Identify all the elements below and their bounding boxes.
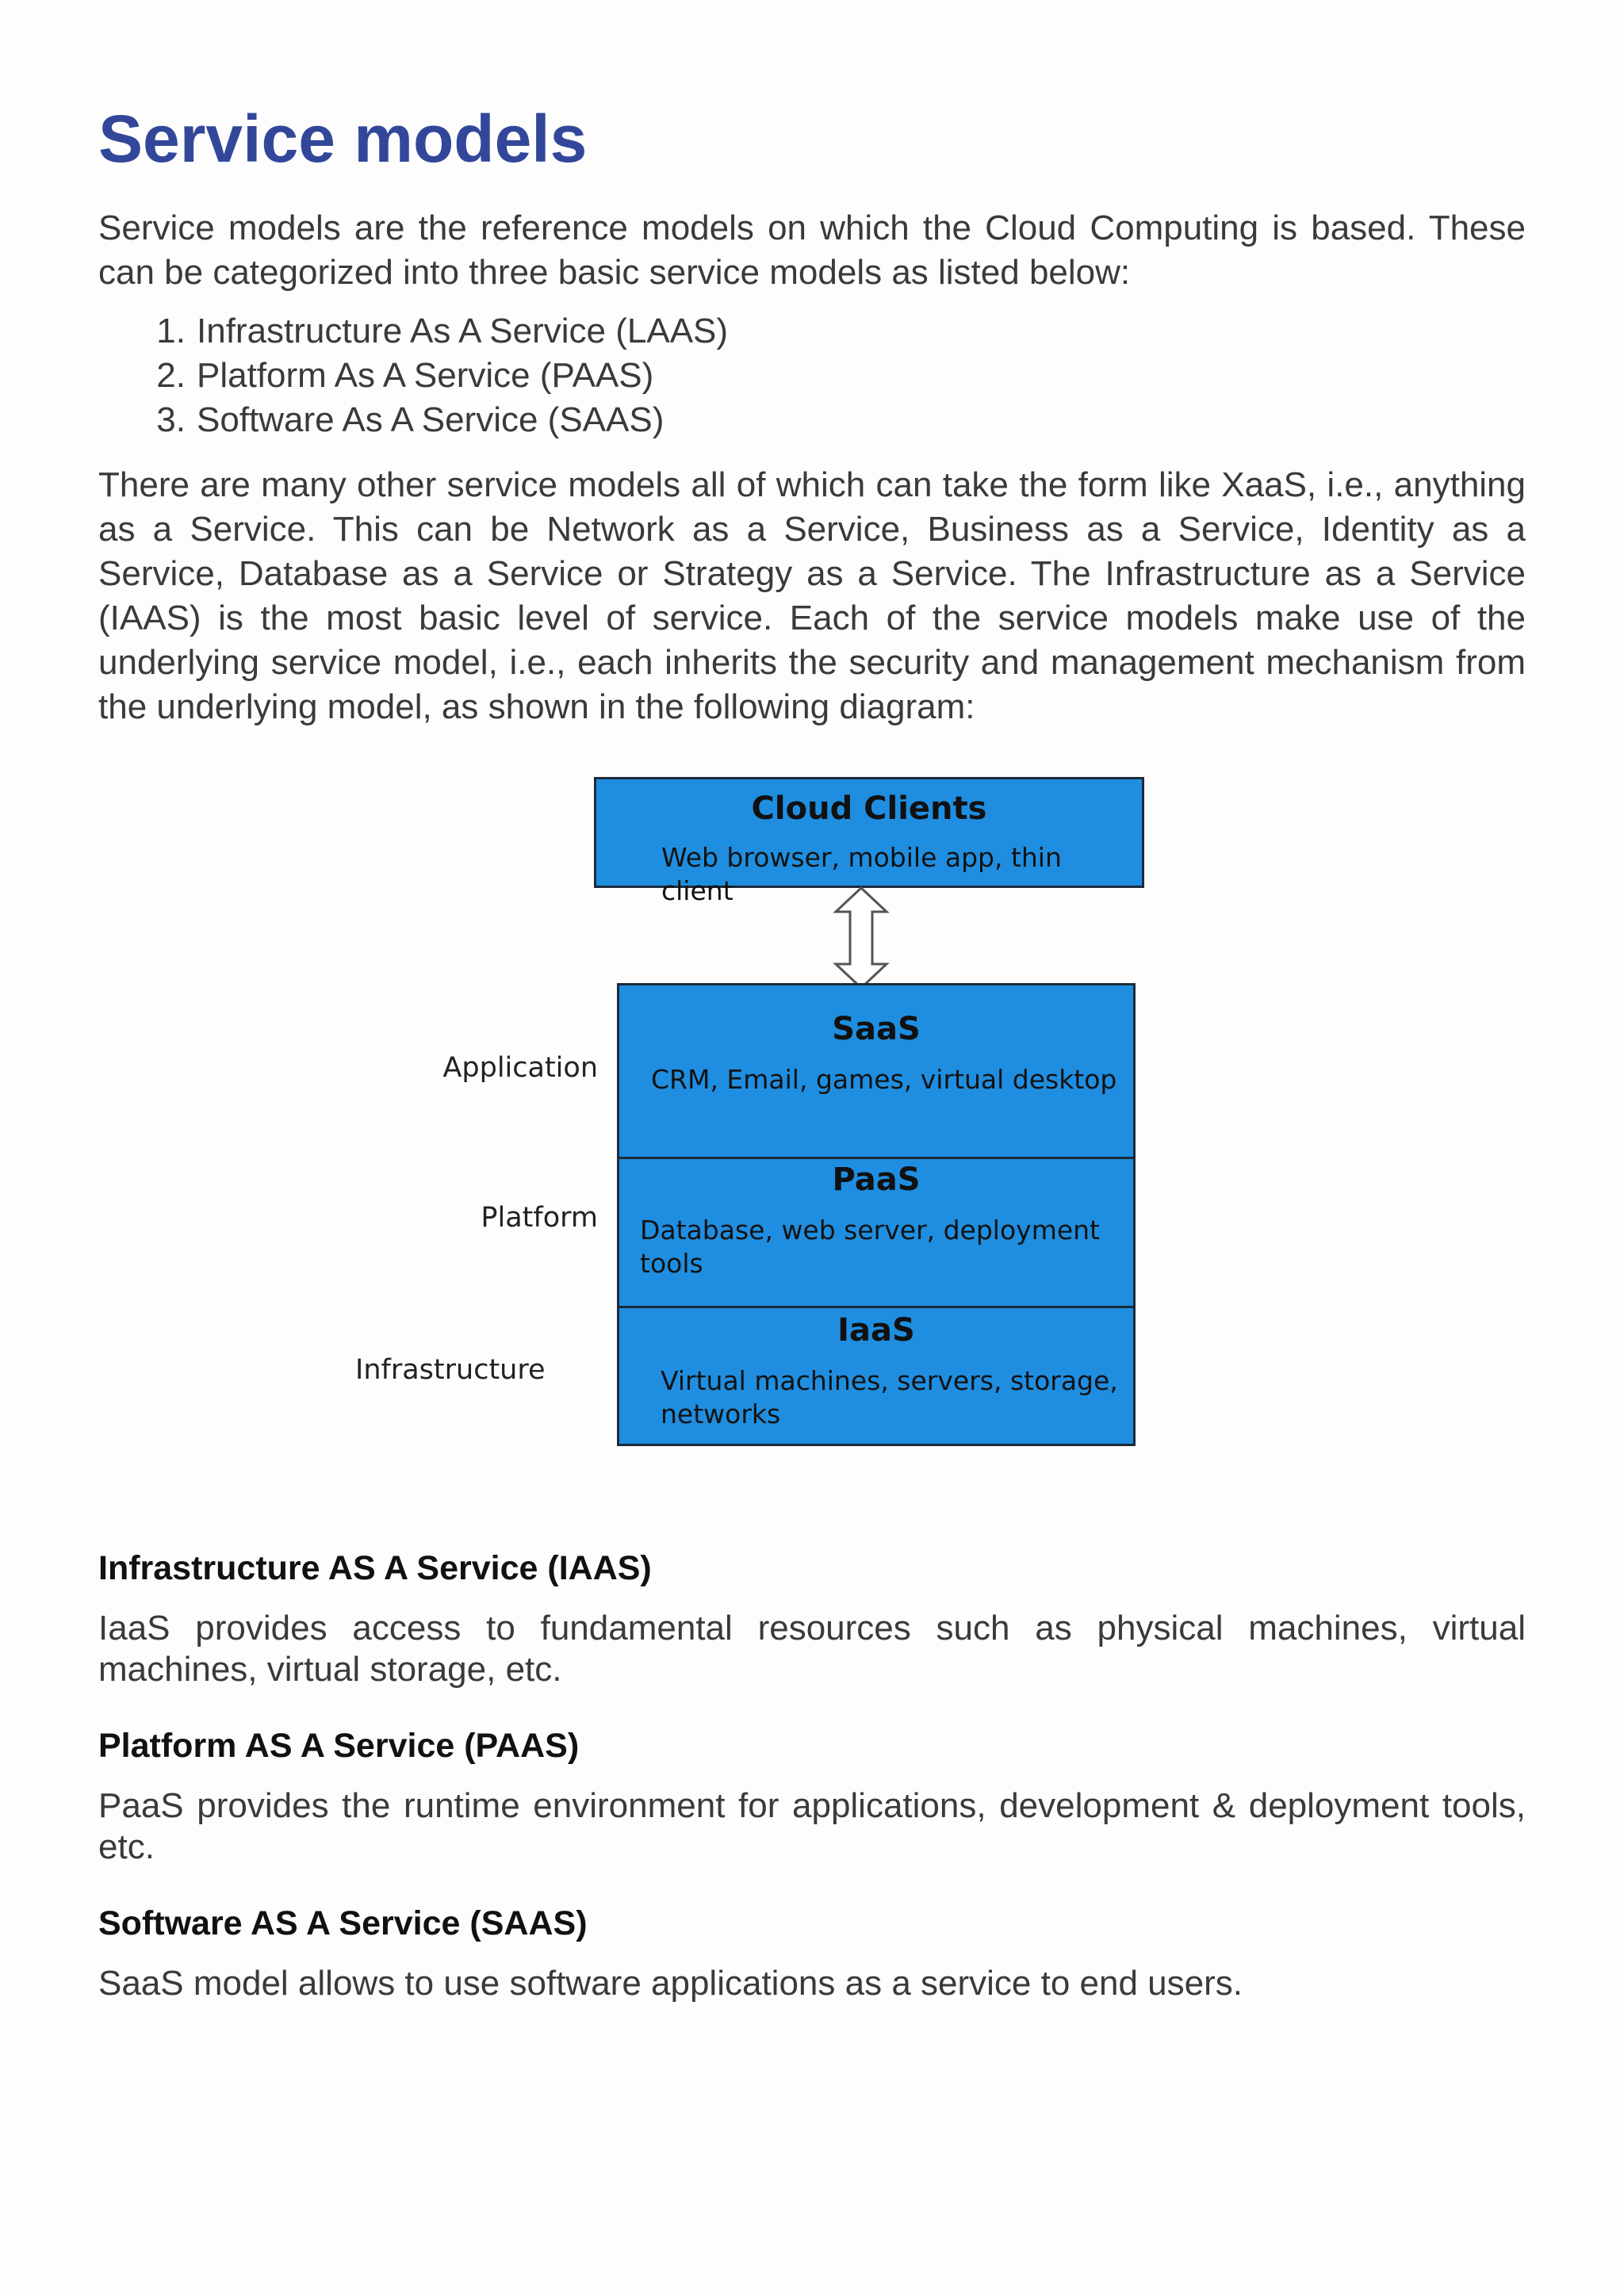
saas-desc: CRM, Email, games, virtual desktop	[651, 1064, 1117, 1095]
intro-paragraph: Service models are the reference models on which the Cloud Computing is based. These can be categorized into three basic service models as listed below:	[98, 209, 1526, 292]
iaas-heading: Infrastructure AS A Service (IAAS)	[98, 1549, 652, 1587]
list-item	[98, 354, 1526, 398]
iaas-text: IaaS provides access to fundamental resources such as physical machines, virtual machines, virtual storage, etc.	[98, 1609, 1526, 1689]
double-arrow-icon	[829, 886, 893, 989]
cloud-clients-title: Cloud Clients	[751, 790, 987, 827]
list-number: 1.	[156, 312, 186, 350]
saas-text: SaaS model allows to use software applications as a service to end users.	[98, 1964, 1243, 2003]
paas-title: PaaS	[832, 1161, 921, 1198]
service-model-list	[98, 309, 1526, 442]
iaas-desc-line: Virtual machines, servers, storage,	[661, 1365, 1118, 1396]
paas-desc-line: tools	[640, 1248, 703, 1279]
list-text: Software As A Service (SAAS)	[197, 400, 665, 439]
paas-section	[98, 1724, 1526, 1868]
infrastructure-label: Infrastructure	[355, 1354, 546, 1386]
saas-title: SaaS	[832, 1011, 921, 1047]
saas-heading: Software AS A Service (SAAS)	[98, 1904, 588, 1942]
cloud-clients-box	[594, 777, 1144, 906]
iaas-desc	[661, 1364, 1118, 1431]
paas-heading: Platform AS A Service (PAAS)	[98, 1727, 580, 1765]
service-descriptions	[98, 1546, 1526, 2038]
platform-label: Platform	[481, 1202, 598, 1234]
page	[98, 95, 1526, 2003]
iaas-section	[98, 1546, 1526, 1690]
paas-text: PaaS provides the runtime environment for applications, development & deployment tools, etc.	[98, 1786, 1526, 1866]
paas-desc-line: Database, web server, deployment	[640, 1215, 1100, 1246]
list-number: 2.	[156, 356, 186, 395]
service-model-diagram	[98, 777, 1526, 1554]
application-label: Application	[442, 1052, 598, 1084]
page-title: Service models	[98, 101, 588, 176]
list-text: Infrastructure As A Service (LAAS)	[197, 312, 729, 350]
saas-section	[98, 1901, 1526, 2004]
saas-paas-divider	[619, 1157, 1133, 1159]
iaas-title: IaaS	[837, 1312, 915, 1349]
service-stack-box	[617, 983, 1136, 1446]
list-item	[98, 309, 1526, 354]
paas-iaas-divider	[619, 1306, 1133, 1308]
paas-desc	[640, 1214, 1100, 1280]
iaas-desc-line: networks	[661, 1399, 781, 1429]
xaas-paragraph: There are many other service models all of which can take the form like XaaS, i.e., anything as a Service. This can be Network as a Service, Business as a Service, Identity as a Service, Database as a Service or Strategy as a Service. The Infrastructure as a Service (IAAS) is the most basic level of service. Each of the service models make use of the underlying service model, i.e., each inherits the security and management mechanism from the underlying model, as shown in the following diagram:	[98, 465, 1526, 726]
cloud-clients-desc: Web browser, mobile app, thin client	[661, 842, 1062, 906]
list-text: Platform As A Service (PAAS)	[197, 356, 654, 395]
list-number: 3.	[156, 400, 186, 439]
list-item	[98, 398, 1526, 442]
